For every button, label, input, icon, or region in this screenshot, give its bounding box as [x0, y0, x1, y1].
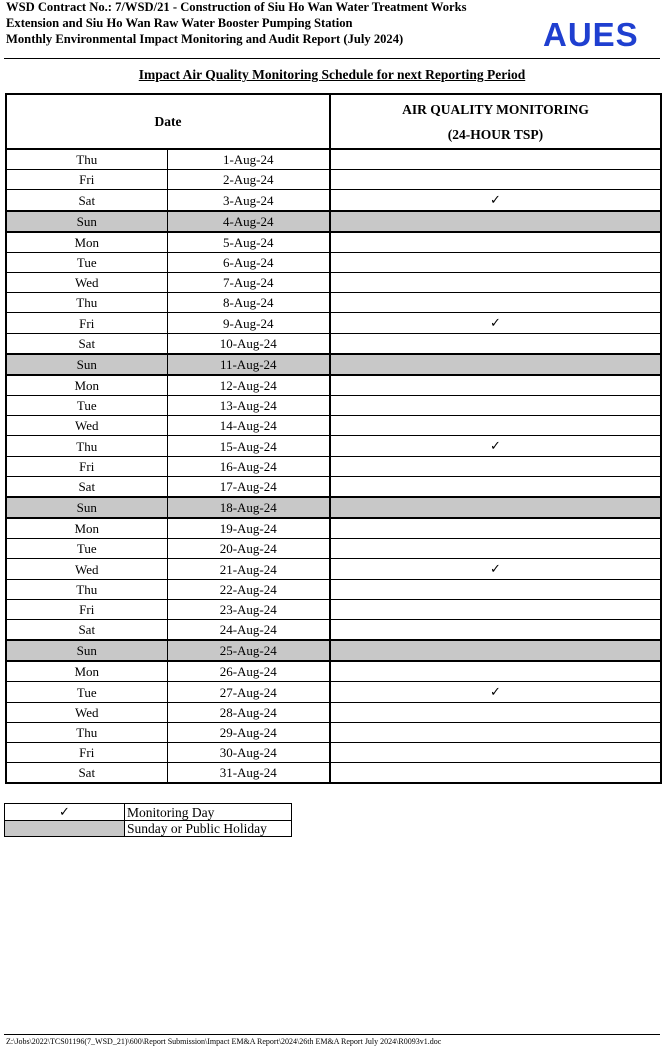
monitoring-cell	[330, 661, 661, 682]
date-header: Date	[6, 94, 330, 149]
date-cell: 2-Aug-24	[167, 170, 330, 190]
monitoring-cell	[330, 313, 661, 334]
header-line-2: Extension and Siu Ho Wan Raw Water Booster Pumping Station	[6, 15, 353, 30]
date-cell: 15-Aug-24	[167, 436, 330, 457]
table-row	[6, 211, 661, 232]
table-row	[6, 396, 661, 416]
day-cell: Tue	[6, 539, 167, 559]
monitoring-cell	[330, 518, 661, 539]
monitoring-cell	[330, 354, 661, 375]
table-row	[6, 416, 661, 436]
monitoring-cell	[330, 703, 661, 723]
table-row	[6, 640, 661, 661]
table-row	[6, 743, 661, 763]
table-row	[6, 497, 661, 518]
date-cell: 31-Aug-24	[167, 763, 330, 784]
monitoring-cell	[330, 170, 661, 190]
table-row	[6, 273, 661, 293]
table-row	[6, 559, 661, 580]
table-row	[6, 436, 661, 457]
table-row	[6, 313, 661, 334]
table-row	[6, 334, 661, 355]
day-cell: Sat	[6, 190, 167, 212]
date-cell: 24-Aug-24	[167, 620, 330, 641]
check-mark-icon: ✓	[5, 804, 125, 821]
day-cell: Thu	[6, 723, 167, 743]
day-cell: Thu	[6, 293, 167, 313]
header-divider	[4, 58, 660, 59]
schedule-title: Impact Air Quality Monitoring Schedule for next Reporting Period	[138, 67, 526, 82]
date-cell: 25-Aug-24	[167, 640, 330, 661]
monitoring-cell	[330, 436, 661, 457]
table-row	[6, 190, 661, 212]
monitoring-cell	[330, 580, 661, 600]
monitoring-cell	[330, 396, 661, 416]
aqm-header-line-2: (24-HOUR TSP)	[447, 126, 544, 142]
monitoring-cell	[330, 273, 661, 293]
day-cell: Sun	[6, 354, 167, 375]
table-row	[6, 354, 661, 375]
table-row	[6, 232, 661, 253]
monitoring-cell	[330, 743, 661, 763]
day-cell: Wed	[6, 273, 167, 293]
day-cell: Wed	[6, 703, 167, 723]
check-mark-icon: ✓	[490, 316, 501, 331]
date-cell: 1-Aug-24	[167, 149, 330, 170]
monitoring-cell	[330, 640, 661, 661]
day-cell: Tue	[6, 253, 167, 273]
report-header	[6, 0, 536, 47]
date-cell: 14-Aug-24	[167, 416, 330, 436]
legend-row-monitoring	[5, 804, 292, 821]
day-cell: Sat	[6, 763, 167, 784]
date-cell: 12-Aug-24	[167, 375, 330, 396]
aues-logo: AUES	[543, 16, 639, 53]
sunday-swatch	[5, 821, 125, 837]
table-row	[6, 518, 661, 539]
day-cell: Mon	[6, 661, 167, 682]
date-cell: 11-Aug-24	[167, 354, 330, 375]
monitoring-cell	[330, 149, 661, 170]
table-row	[6, 253, 661, 273]
date-cell: 13-Aug-24	[167, 396, 330, 416]
monitoring-cell	[330, 190, 661, 212]
table-header-row	[6, 94, 661, 149]
footer-divider	[4, 1034, 660, 1035]
date-cell: 16-Aug-24	[167, 457, 330, 477]
legend-row-sunday	[5, 821, 292, 837]
date-cell: 21-Aug-24	[167, 559, 330, 580]
day-cell: Sun	[6, 211, 167, 232]
day-cell: Fri	[6, 170, 167, 190]
monitoring-cell	[330, 763, 661, 784]
day-cell: Tue	[6, 396, 167, 416]
monitoring-cell	[330, 232, 661, 253]
day-cell: Mon	[6, 375, 167, 396]
check-mark-icon: ✓	[490, 562, 501, 577]
table-row	[6, 477, 661, 498]
date-cell: 4-Aug-24	[167, 211, 330, 232]
day-cell: Thu	[6, 149, 167, 170]
day-cell: Sat	[6, 620, 167, 641]
legend-table	[4, 803, 292, 837]
date-cell: 8-Aug-24	[167, 293, 330, 313]
day-cell: Wed	[6, 416, 167, 436]
date-cell: 22-Aug-24	[167, 580, 330, 600]
day-cell: Sat	[6, 477, 167, 498]
day-cell: Sun	[6, 640, 167, 661]
monitoring-cell	[330, 293, 661, 313]
date-cell: 5-Aug-24	[167, 232, 330, 253]
check-mark-icon: ✓	[490, 193, 501, 208]
date-cell: 29-Aug-24	[167, 723, 330, 743]
check-mark-icon: ✓	[490, 685, 501, 700]
header-line-1: WSD Contract No.: 7/WSD/21 - Construction of Siu Ho Wan Water Treatment Works	[6, 0, 467, 14]
monitoring-cell	[330, 211, 661, 232]
table-row	[6, 661, 661, 682]
monitoring-cell	[330, 539, 661, 559]
monitoring-cell	[330, 477, 661, 498]
day-cell: Sun	[6, 497, 167, 518]
day-cell: Thu	[6, 436, 167, 457]
table-row	[6, 723, 661, 743]
monitoring-cell	[330, 497, 661, 518]
day-cell: Sat	[6, 334, 167, 355]
day-cell: Mon	[6, 232, 167, 253]
monitoring-cell	[330, 253, 661, 273]
date-cell: 27-Aug-24	[167, 682, 330, 703]
date-cell: 18-Aug-24	[167, 497, 330, 518]
day-cell: Fri	[6, 457, 167, 477]
day-cell: Mon	[6, 518, 167, 539]
monitoring-cell	[330, 375, 661, 396]
table-row	[6, 763, 661, 784]
date-cell: 17-Aug-24	[167, 477, 330, 498]
day-cell: Tue	[6, 682, 167, 703]
day-cell: Fri	[6, 600, 167, 620]
date-cell: 7-Aug-24	[167, 273, 330, 293]
day-cell: Fri	[6, 313, 167, 334]
aqm-header-line-1: AIR QUALITY MONITORING	[402, 101, 589, 117]
day-cell: Wed	[6, 559, 167, 580]
check-mark-icon: ✓	[490, 439, 501, 454]
date-cell: 6-Aug-24	[167, 253, 330, 273]
legend-monitoring-label: Monitoring Day	[125, 804, 292, 821]
date-cell: 10-Aug-24	[167, 334, 330, 355]
monitoring-cell	[330, 457, 661, 477]
date-cell: 30-Aug-24	[167, 743, 330, 763]
table-row	[6, 600, 661, 620]
day-cell: Thu	[6, 580, 167, 600]
monitoring-cell	[330, 559, 661, 580]
monitoring-cell	[330, 723, 661, 743]
footer-file-path: Z:\Jobs\2022\TCS01196(7_WSD_21)\600\Report Submission\Impact EM&A Report\2024\26th EM&A Report July 2024\R0093v1.doc	[6, 1037, 442, 1046]
table-row	[6, 375, 661, 396]
monitoring-cell	[330, 620, 661, 641]
monitoring-schedule-table	[5, 93, 662, 784]
table-row	[6, 580, 661, 600]
table-row	[6, 682, 661, 703]
table-row	[6, 170, 661, 190]
monitoring-cell	[330, 600, 661, 620]
date-cell: 28-Aug-24	[167, 703, 330, 723]
date-cell: 26-Aug-24	[167, 661, 330, 682]
monitoring-cell	[330, 682, 661, 703]
date-cell: 19-Aug-24	[167, 518, 330, 539]
table-row	[6, 620, 661, 641]
date-cell: 23-Aug-24	[167, 600, 330, 620]
date-cell: 9-Aug-24	[167, 313, 330, 334]
aqm-header	[330, 94, 661, 149]
monitoring-cell	[330, 334, 661, 355]
header-line-3: Monthly Environmental Impact Monitoring and Audit Report (July 2024)	[6, 31, 404, 46]
day-cell: Fri	[6, 743, 167, 763]
table-row	[6, 149, 661, 170]
date-cell: 3-Aug-24	[167, 190, 330, 212]
table-row	[6, 293, 661, 313]
table-row	[6, 539, 661, 559]
table-row	[6, 703, 661, 723]
date-cell: 20-Aug-24	[167, 539, 330, 559]
monitoring-cell	[330, 416, 661, 436]
legend-sunday-label: Sunday or Public Holiday	[125, 821, 292, 837]
table-row	[6, 457, 661, 477]
